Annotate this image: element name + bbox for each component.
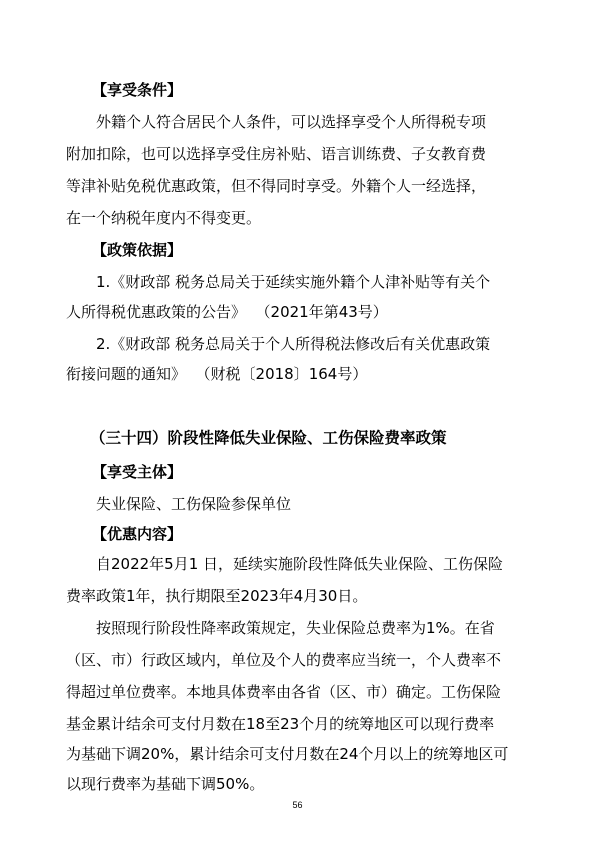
heading-beneficiary: 【享受主体】: [92, 463, 183, 481]
paragraph-line: 基金累计结余可支付月数在18至23个月的统筹地区可以现行费率: [66, 715, 495, 733]
paragraph-line: 自2022年5月1 日，延续实施阶段性降低失业保险、工伤保险: [96, 555, 504, 573]
reference-line: 1.《财政部 税务总局关于延续实施外籍个人津补贴等有关个: [96, 273, 491, 291]
subject-text: 失业保险、工伤保险参保单位: [96, 495, 292, 513]
paragraph-line: 在一个纳税年度内不得变更。: [66, 209, 262, 227]
page-number: 56: [292, 800, 303, 810]
heading-policy-basis: 【政策依据】: [92, 241, 183, 259]
paragraph-line: 按照现行阶段性降率政策规定，失业保险总费率为1%。在省: [96, 619, 495, 637]
heading-conditions: 【享受条件】: [92, 81, 183, 99]
paragraph-line: 为基础下调20%，累计结余可支付月数在24个月以上的统筹地区可: [66, 745, 509, 763]
paragraph-line: （区、市）行政区域内，单位及个人的费率应当统一，个人费率不: [66, 651, 502, 669]
section-title: （三十四）阶段性降低失业保险、工伤保险费率政策: [90, 429, 447, 447]
paragraph-line: 费率政策1年，执行期限至2023年4月30日。: [66, 587, 368, 605]
paragraph-line: 等津补贴免税优惠政策，但不得同时享受。外籍个人一经选择，: [66, 177, 487, 195]
reference-line: 衔接问题的通知》 （财税〔2018〕164号）: [66, 365, 368, 383]
paragraph-line: 以现行费率为基础下调50%。: [66, 775, 265, 793]
paragraph-line: 附加扣除，也可以选择享受住房补贴、语言训练费、子女教育费: [66, 145, 487, 163]
heading-benefits: 【优惠内容】: [92, 525, 183, 543]
reference-line: 人所得税优惠政策的公告》 （2021年第43号）: [66, 303, 388, 321]
reference-line: 2.《财政部 税务总局关于个人所得税法修改后有关优惠政策: [96, 335, 491, 353]
paragraph-line: 得超过单位费率。本地具体费率由各省（区、市）确定。工伤保险: [66, 683, 502, 701]
paragraph-line: 外籍个人符合居民个人条件，可以选择享受个人所得税专项: [96, 113, 487, 131]
